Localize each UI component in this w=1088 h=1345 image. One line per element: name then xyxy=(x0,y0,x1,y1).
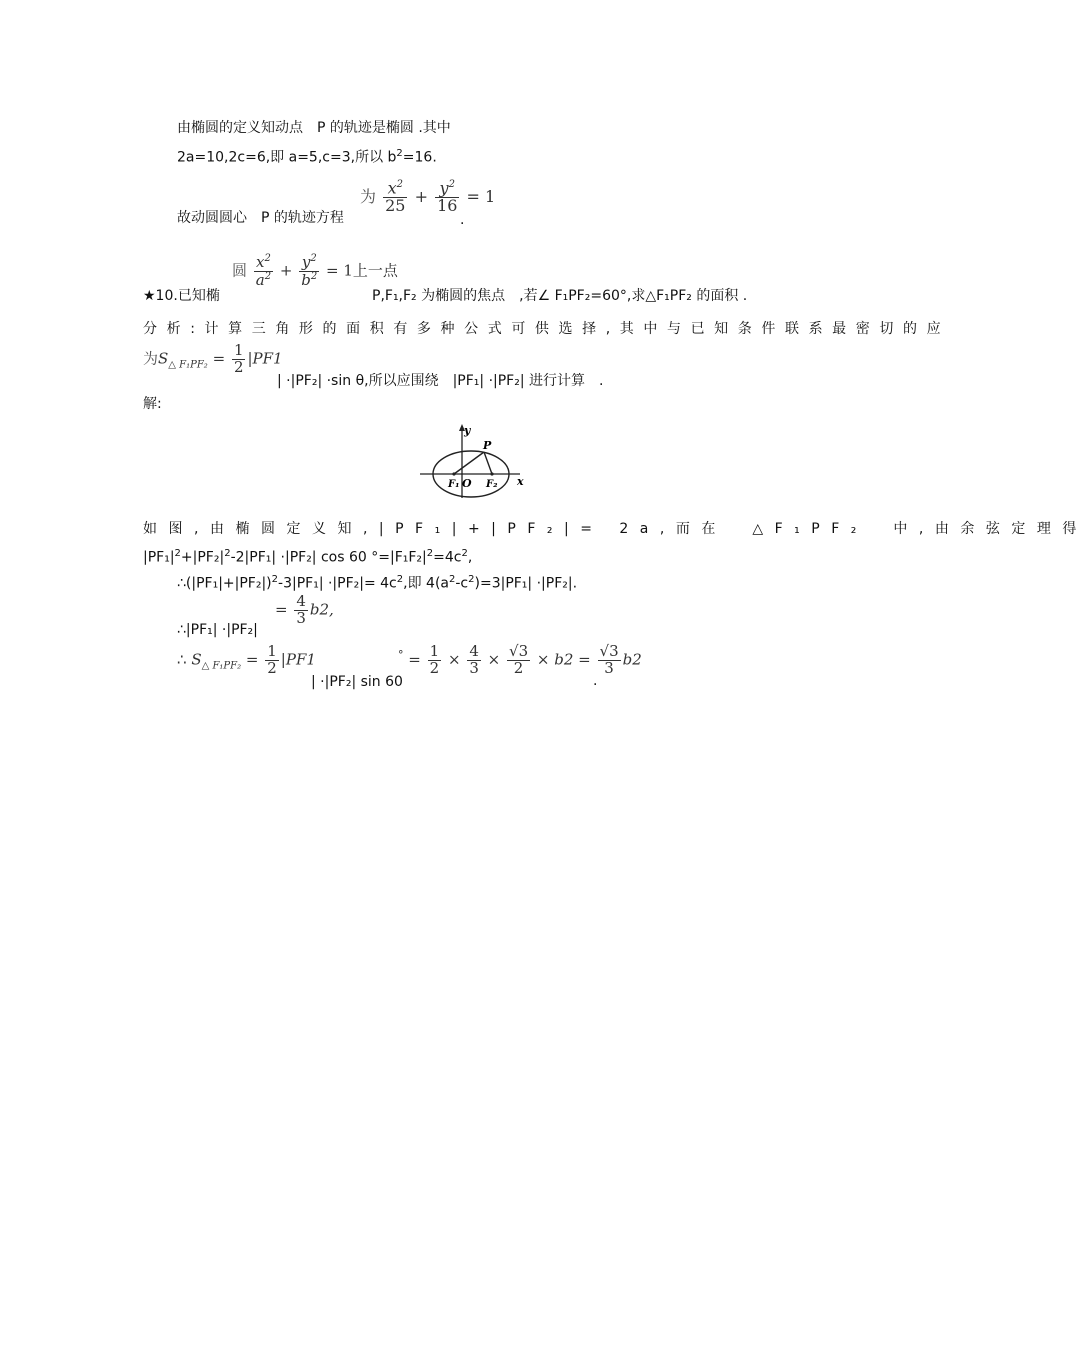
text-line: 故动圆圆心 P 的轨迹方程 xyxy=(177,210,344,226)
fraction xyxy=(467,644,481,677)
numerator: y xyxy=(301,253,311,271)
numerator: 4 xyxy=(469,642,479,660)
point-f1 xyxy=(452,472,455,475)
text-segment: ∴(|PF₁|+|PF₂|) xyxy=(177,575,272,592)
segment-pf2 xyxy=(484,452,492,474)
text-line xyxy=(177,574,577,592)
equation-image xyxy=(360,180,495,215)
origin-label: O xyxy=(462,477,472,490)
y-axis-label: y xyxy=(464,424,471,437)
equation-rhs: = 1上一点 xyxy=(326,261,398,280)
equation-segment: × b2 = xyxy=(536,650,591,669)
equation-image xyxy=(275,594,334,627)
denominator: 3 xyxy=(604,658,614,677)
denominator: 2 xyxy=(513,658,524,677)
fraction xyxy=(428,644,442,677)
text-line: | ·|PF₂| ·sin θ,所以应围绕 |PF₁| ·|PF₂| 进行计算 . xyxy=(277,373,604,389)
superscript: 2 xyxy=(271,574,279,585)
subscript: △ F₁PF₂ xyxy=(168,359,208,371)
text-segment: =4c xyxy=(433,549,462,566)
equation-prefix: 为 xyxy=(360,186,377,206)
superscript: 2 xyxy=(264,270,272,282)
text-segment: , xyxy=(467,549,473,566)
text-segment: |PF₁| xyxy=(143,549,175,566)
superscript: 2 xyxy=(426,548,434,559)
fraction xyxy=(265,644,279,677)
subscript: △ F₁PF₂ xyxy=(201,660,242,672)
equals-sign: = xyxy=(245,650,259,669)
superscript: 2 xyxy=(468,574,475,585)
denominator: 2 xyxy=(233,357,244,376)
plus-sign: + xyxy=(414,186,428,206)
text-segment: =16. xyxy=(402,149,437,166)
point-f2 xyxy=(490,472,493,475)
equation-image xyxy=(143,343,283,376)
numerator: x xyxy=(256,253,265,271)
text-segment: -3|PF₁| ·|PF₂|= 4c xyxy=(278,575,397,592)
fraction xyxy=(383,180,407,215)
fraction xyxy=(294,594,308,627)
text-line: 分析:计算三角形的面积有多种公式可供选择,其中与已知条件联系最密切的应 xyxy=(143,321,951,337)
numerator: y xyxy=(439,178,449,198)
text-line: 如图,由椭圆定义知,|PF₁|+|PF₂|= 2a,而在 △F₁PF₂ 中,由余弦定理得 xyxy=(143,521,1088,537)
superscript: 2 xyxy=(396,179,403,190)
fraction xyxy=(254,254,273,289)
numerator: √3 xyxy=(599,642,619,660)
f1-label: F₁ xyxy=(448,479,460,490)
denominator: 25 xyxy=(385,196,406,216)
superscript: 2 xyxy=(310,270,318,282)
fraction xyxy=(507,644,530,677)
f2-label: F₂ xyxy=(486,479,498,490)
text-line xyxy=(143,548,472,566)
numerator: 1 xyxy=(233,341,244,359)
text-segment: +|PF₂| xyxy=(180,549,225,566)
superscript: 2 xyxy=(264,253,271,264)
question-number: ★10.已知椭 xyxy=(143,288,220,304)
equation-prefix: 圆 xyxy=(232,261,248,280)
plus-sign: + xyxy=(279,261,293,280)
solution-label: 解: xyxy=(143,396,162,412)
superscript: 2 xyxy=(461,548,468,559)
numerator: x xyxy=(387,178,397,198)
superscript: 2 xyxy=(174,548,181,559)
degree-symbol: ° xyxy=(398,648,404,662)
text-line: 由椭圆的定义知动点 P 的轨迹是椭圆 .其中 xyxy=(177,120,451,136)
point-p-label: P xyxy=(483,439,492,452)
denominator: 2 xyxy=(429,658,440,677)
ellipse-figure xyxy=(420,422,540,502)
period: . xyxy=(593,673,598,689)
denominator: 2 xyxy=(267,658,277,677)
text-segment: 2a=10,2c=6,即 a=5,c=3,所以 b xyxy=(177,149,397,166)
fraction xyxy=(598,644,621,677)
equation-tail: |PF1 xyxy=(280,650,316,669)
denominator: b xyxy=(301,270,311,289)
denominator: 3 xyxy=(296,608,306,627)
denominator: 3 xyxy=(469,658,479,677)
fraction xyxy=(232,343,246,376)
equals-sign: = xyxy=(212,349,226,368)
equation-image xyxy=(232,254,398,289)
superscript: 2 xyxy=(396,148,403,159)
numerator: √3 xyxy=(509,642,529,660)
superscript: 2 xyxy=(448,179,455,190)
text-line: | ·|PF₂| sin 60 xyxy=(311,674,403,690)
equation-tail: |PF1 xyxy=(247,349,283,368)
period: . xyxy=(460,212,465,228)
denominator: 16 xyxy=(437,196,458,216)
area-symbol: S xyxy=(158,349,169,368)
text-segment: ,即 4(a xyxy=(403,575,449,592)
text-segment: -c xyxy=(455,575,469,592)
denominator: a xyxy=(255,270,265,289)
equals-sign: = xyxy=(408,650,421,669)
equation-rhs: = 1 xyxy=(466,186,496,206)
fraction xyxy=(435,180,459,215)
equation-tail: b2 xyxy=(622,650,642,669)
equation-prefix: 为 xyxy=(143,349,159,368)
superscript: 2 xyxy=(396,574,404,585)
numerator: 1 xyxy=(429,642,440,660)
superscript: 2 xyxy=(310,253,317,264)
times-sign: × xyxy=(487,650,501,669)
text-line xyxy=(177,148,437,166)
times-sign: × xyxy=(447,650,461,669)
superscript: 2 xyxy=(224,548,231,559)
fraction xyxy=(299,254,319,289)
text-line: P,F₁,F₂ 为椭圆的焦点 ,若∠ F₁PF₂=60°,求△F₁PF₂ 的面积 . xyxy=(372,288,748,304)
equation-image xyxy=(398,644,642,677)
superscript: 2 xyxy=(449,574,456,585)
equation-image xyxy=(177,644,316,677)
text-segment: )=3|PF₁| ·|PF₂|. xyxy=(474,575,578,592)
therefore-symbol: ∴ xyxy=(177,650,187,669)
numerator: 1 xyxy=(267,642,277,660)
x-axis-label: x xyxy=(517,475,524,488)
text-segment: -2|PF₁| ·|PF₂| cos 60 °=|F₁F₂| xyxy=(230,549,427,566)
text-line: ∴|PF₁| ·|PF₂| xyxy=(177,622,258,638)
numerator: 4 xyxy=(296,592,306,610)
area-symbol: S xyxy=(191,650,202,669)
equals-sign: = xyxy=(275,600,288,619)
equation-tail: b2, xyxy=(309,600,334,619)
segment-pf1 xyxy=(454,452,484,474)
